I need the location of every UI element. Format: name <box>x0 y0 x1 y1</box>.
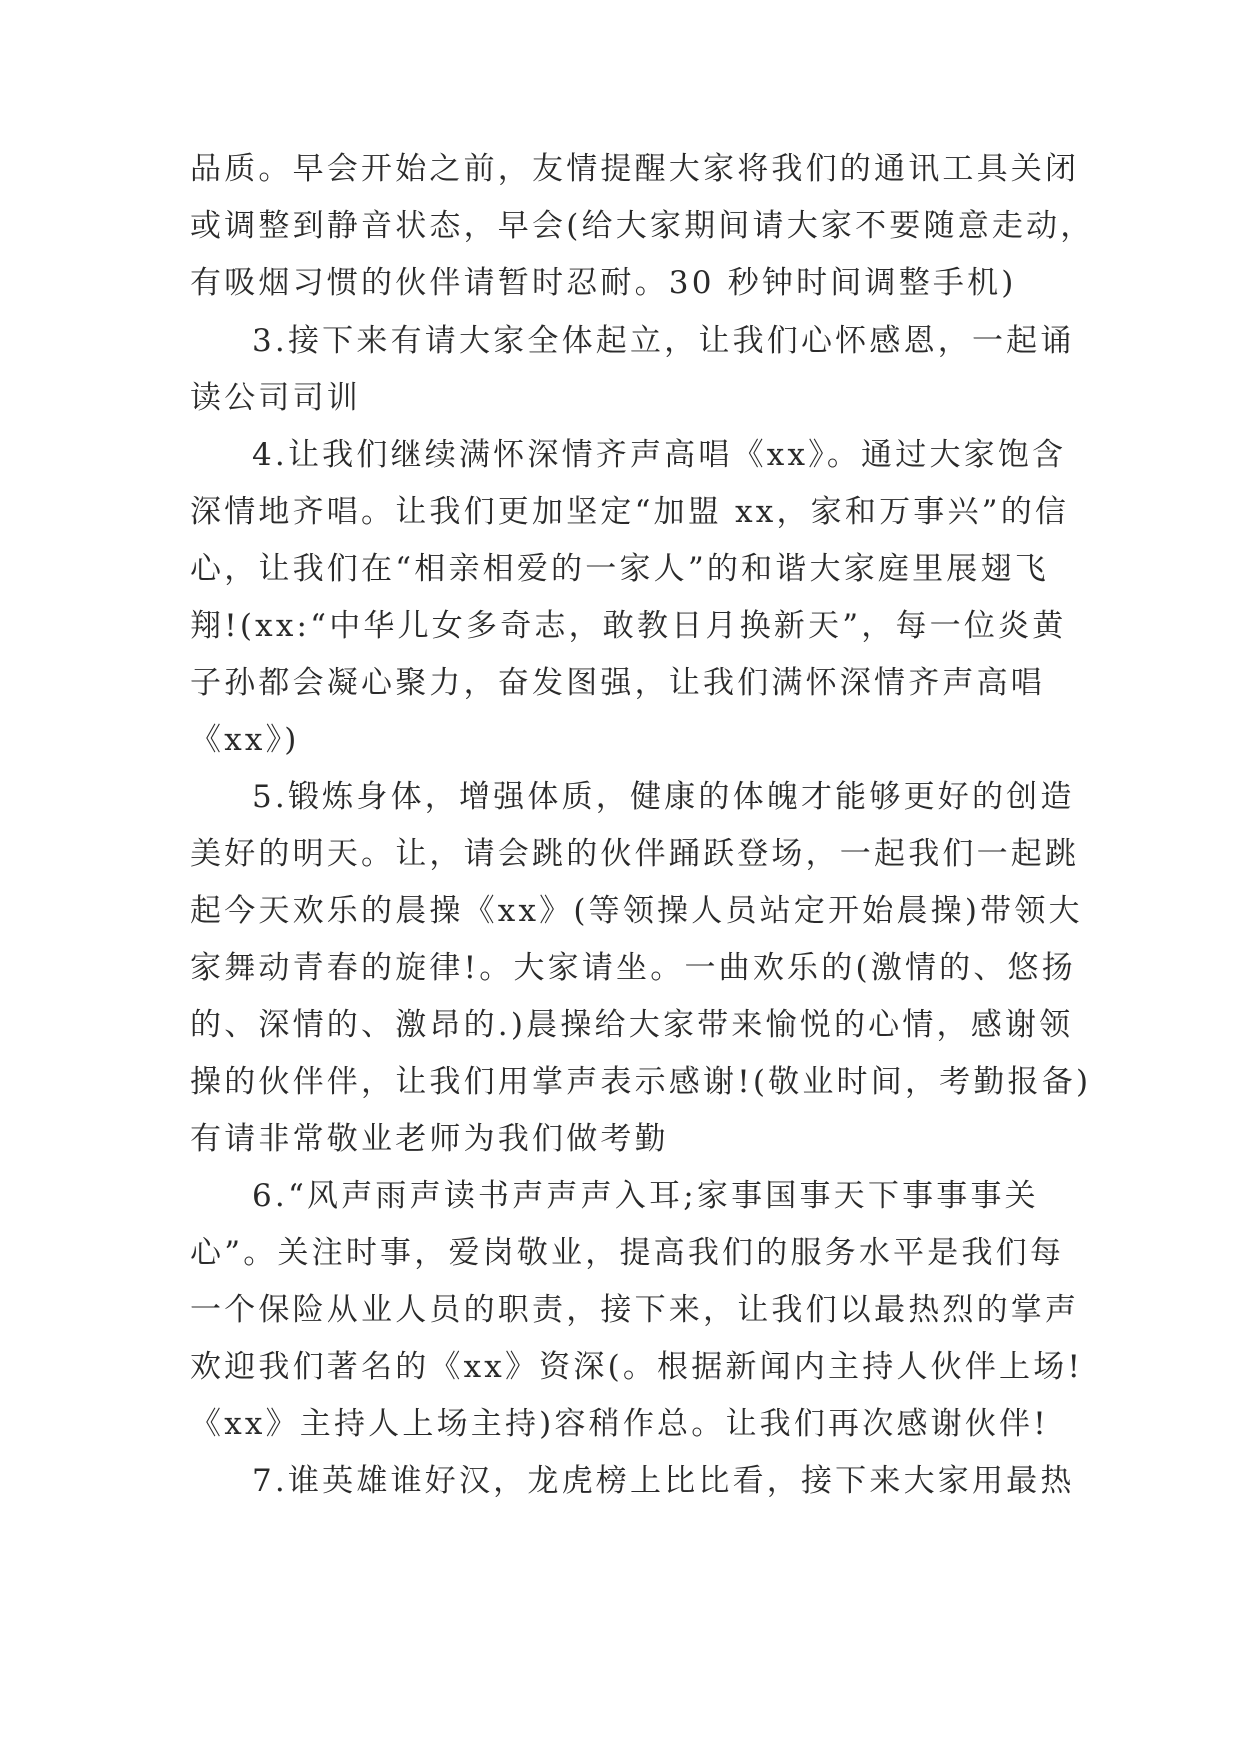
text-line: 深情地齐唱。让我们更加坚定“加盟 xx，家和万事兴”的信 <box>190 494 1070 530</box>
paragraph-start-line: 5.锻炼身体，增强体质，健康的体魄才能够更好的创造 <box>252 779 1075 815</box>
text-line: 一个保险从业人员的职责，接下来，让我们以最热烈的掌声 <box>190 1292 1080 1328</box>
paragraph-start-line: 4.让我们继续满怀深情齐声高唱《xx》。通过大家饱含 <box>252 437 1067 473</box>
text-line: 子孙都会凝心聚力，奋发图强，让我们满怀深情齐声高唱 <box>190 665 1045 701</box>
text-line: 读公司司训 <box>190 380 361 416</box>
paragraph-start-line: 7.谁英雄谁好汉，龙虎榜上比比看，接下来大家用最热 <box>252 1463 1075 1499</box>
text-line: 欢迎我们著名的《xx》资深(。根据新闻内主持人伙伴上场! <box>190 1349 1084 1385</box>
text-line: 心”。关注时事，爱岗敬业，提高我们的服务水平是我们每 <box>190 1235 1065 1271</box>
text-line: 翔!(xx:“中华儿女多奇志，敢教日月换新天”，每一位炎黄 <box>190 608 1067 644</box>
text-line: 美好的明天。让，请会跳的伙伴踊跃登场，一起我们一起跳 <box>190 836 1080 872</box>
paragraph-start-line: 3.接下来有请大家全体起立，让我们心怀感恩，一起诵 <box>252 323 1075 359</box>
text-line: 操的伙伴伴，让我们用掌声表示感谢!(敬业时间，考勤报备) <box>190 1064 1092 1100</box>
paragraph-start-line: 6.“风声雨声读书声声声入耳;家事国事天下事事事关 <box>252 1178 1039 1214</box>
text-line: 家舞动青春的旋律!。大家请坐。一曲欢乐的(激情的、悠扬 <box>190 950 1076 986</box>
text-line: 有吸烟习惯的伙伴请暂时忍耐。30 秒钟时间调整手机) <box>190 265 1017 301</box>
text-line: 的、深情的、激昂的.)晨操给大家带来愉悦的心情，感谢领 <box>190 1007 1074 1043</box>
text-line: 《xx》) <box>190 722 300 758</box>
text-line: 心，让我们在“相亲相爱的一家人”的和谐大家庭里展翅飞 <box>190 551 1049 587</box>
text-line: 起今天欢乐的晨操《xx》(等领操人员站定开始晨操)带领大 <box>190 893 1083 929</box>
text-line: 或调整到静音状态，早会(给大家期间请大家不要随意走动， <box>190 208 1095 244</box>
text-line: 《xx》主持人上场主持)容稍作总。让我们再次感谢伙伴! <box>190 1406 1049 1442</box>
text-line: 有请非常敬业老师为我们做考勤 <box>190 1121 669 1157</box>
text-line: 品质。早会开始之前，友情提醒大家将我们的通讯工具关闭 <box>190 151 1080 187</box>
